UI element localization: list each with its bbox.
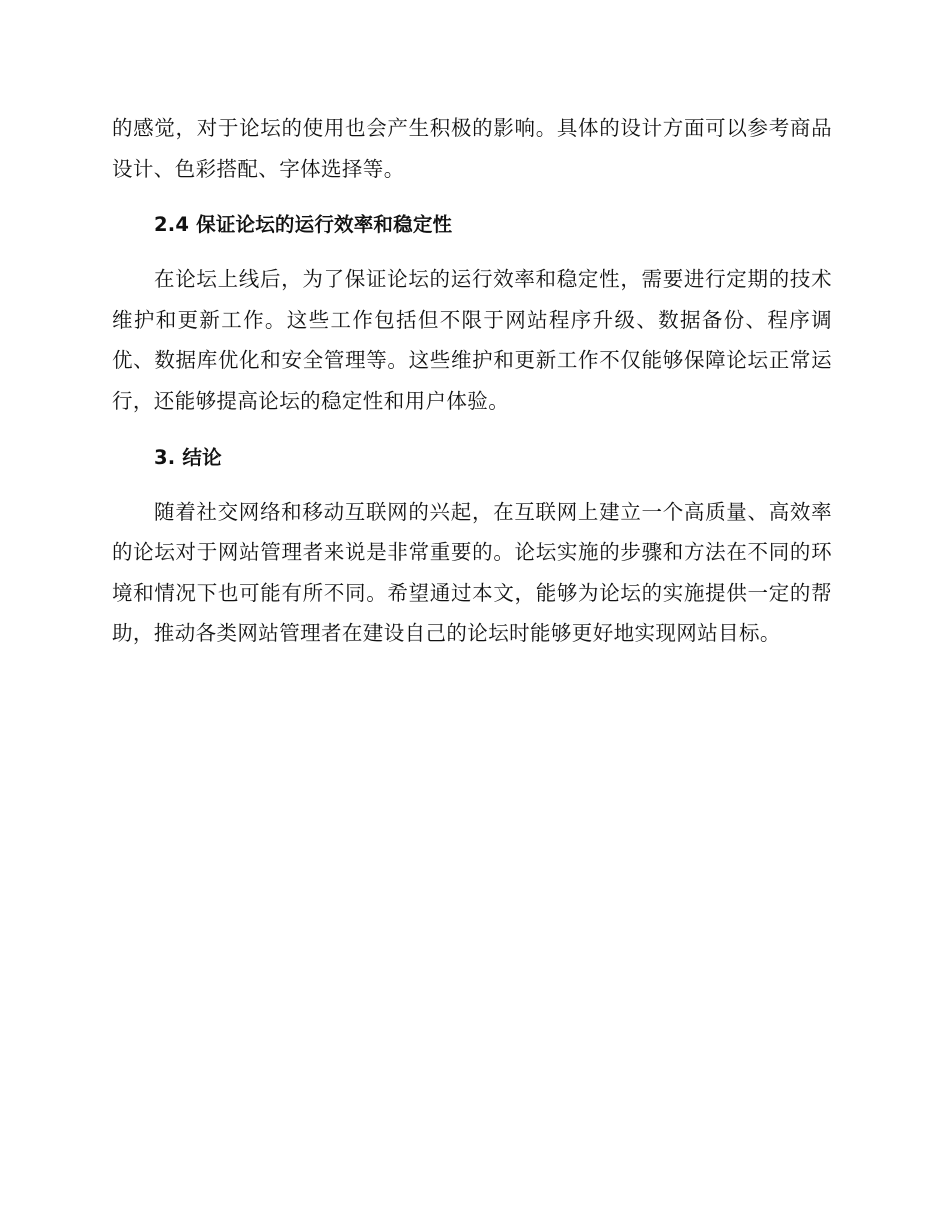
paragraph-conclusion: 随着社交网络和移动互联网的兴起，在互联网上建立一个高质量、高效率的论坛对于网站管理者来说是非常重要的。论坛实施的步骤和方法在不同的环境和情况下也可能有所不同。希望通过本文，能够为论坛的实施提供一定的帮助，推动各类网站管理者在建设自己的论坛时能够更好地实现网站目标。 — [112, 499, 832, 646]
section-heading-3: 3. 结论 — [154, 445, 222, 469]
document-body — [112, 108, 832, 654]
section-heading-2-4: 2.4 保证论坛的运行效率和稳定性 — [154, 213, 453, 237]
paragraph-section-2-4: 在论坛上线后，为了保证论坛的运行效率和稳定性，需要进行定期的技术维护和更新工作。这些工作包括但不限于网站程序升级、数据备份、程序调优、数据库优化和安全管理等。这些维护和更新工作不仅能够保障论坛正常运行，还能够提高论坛的稳定性和用户体验。 — [112, 267, 832, 413]
paragraph-intro: 的感觉，对于论坛的使用也会产生积极的影响。具体的设计方面可以参考商品设计、色彩搭配、字体选择等。 — [112, 116, 832, 181]
